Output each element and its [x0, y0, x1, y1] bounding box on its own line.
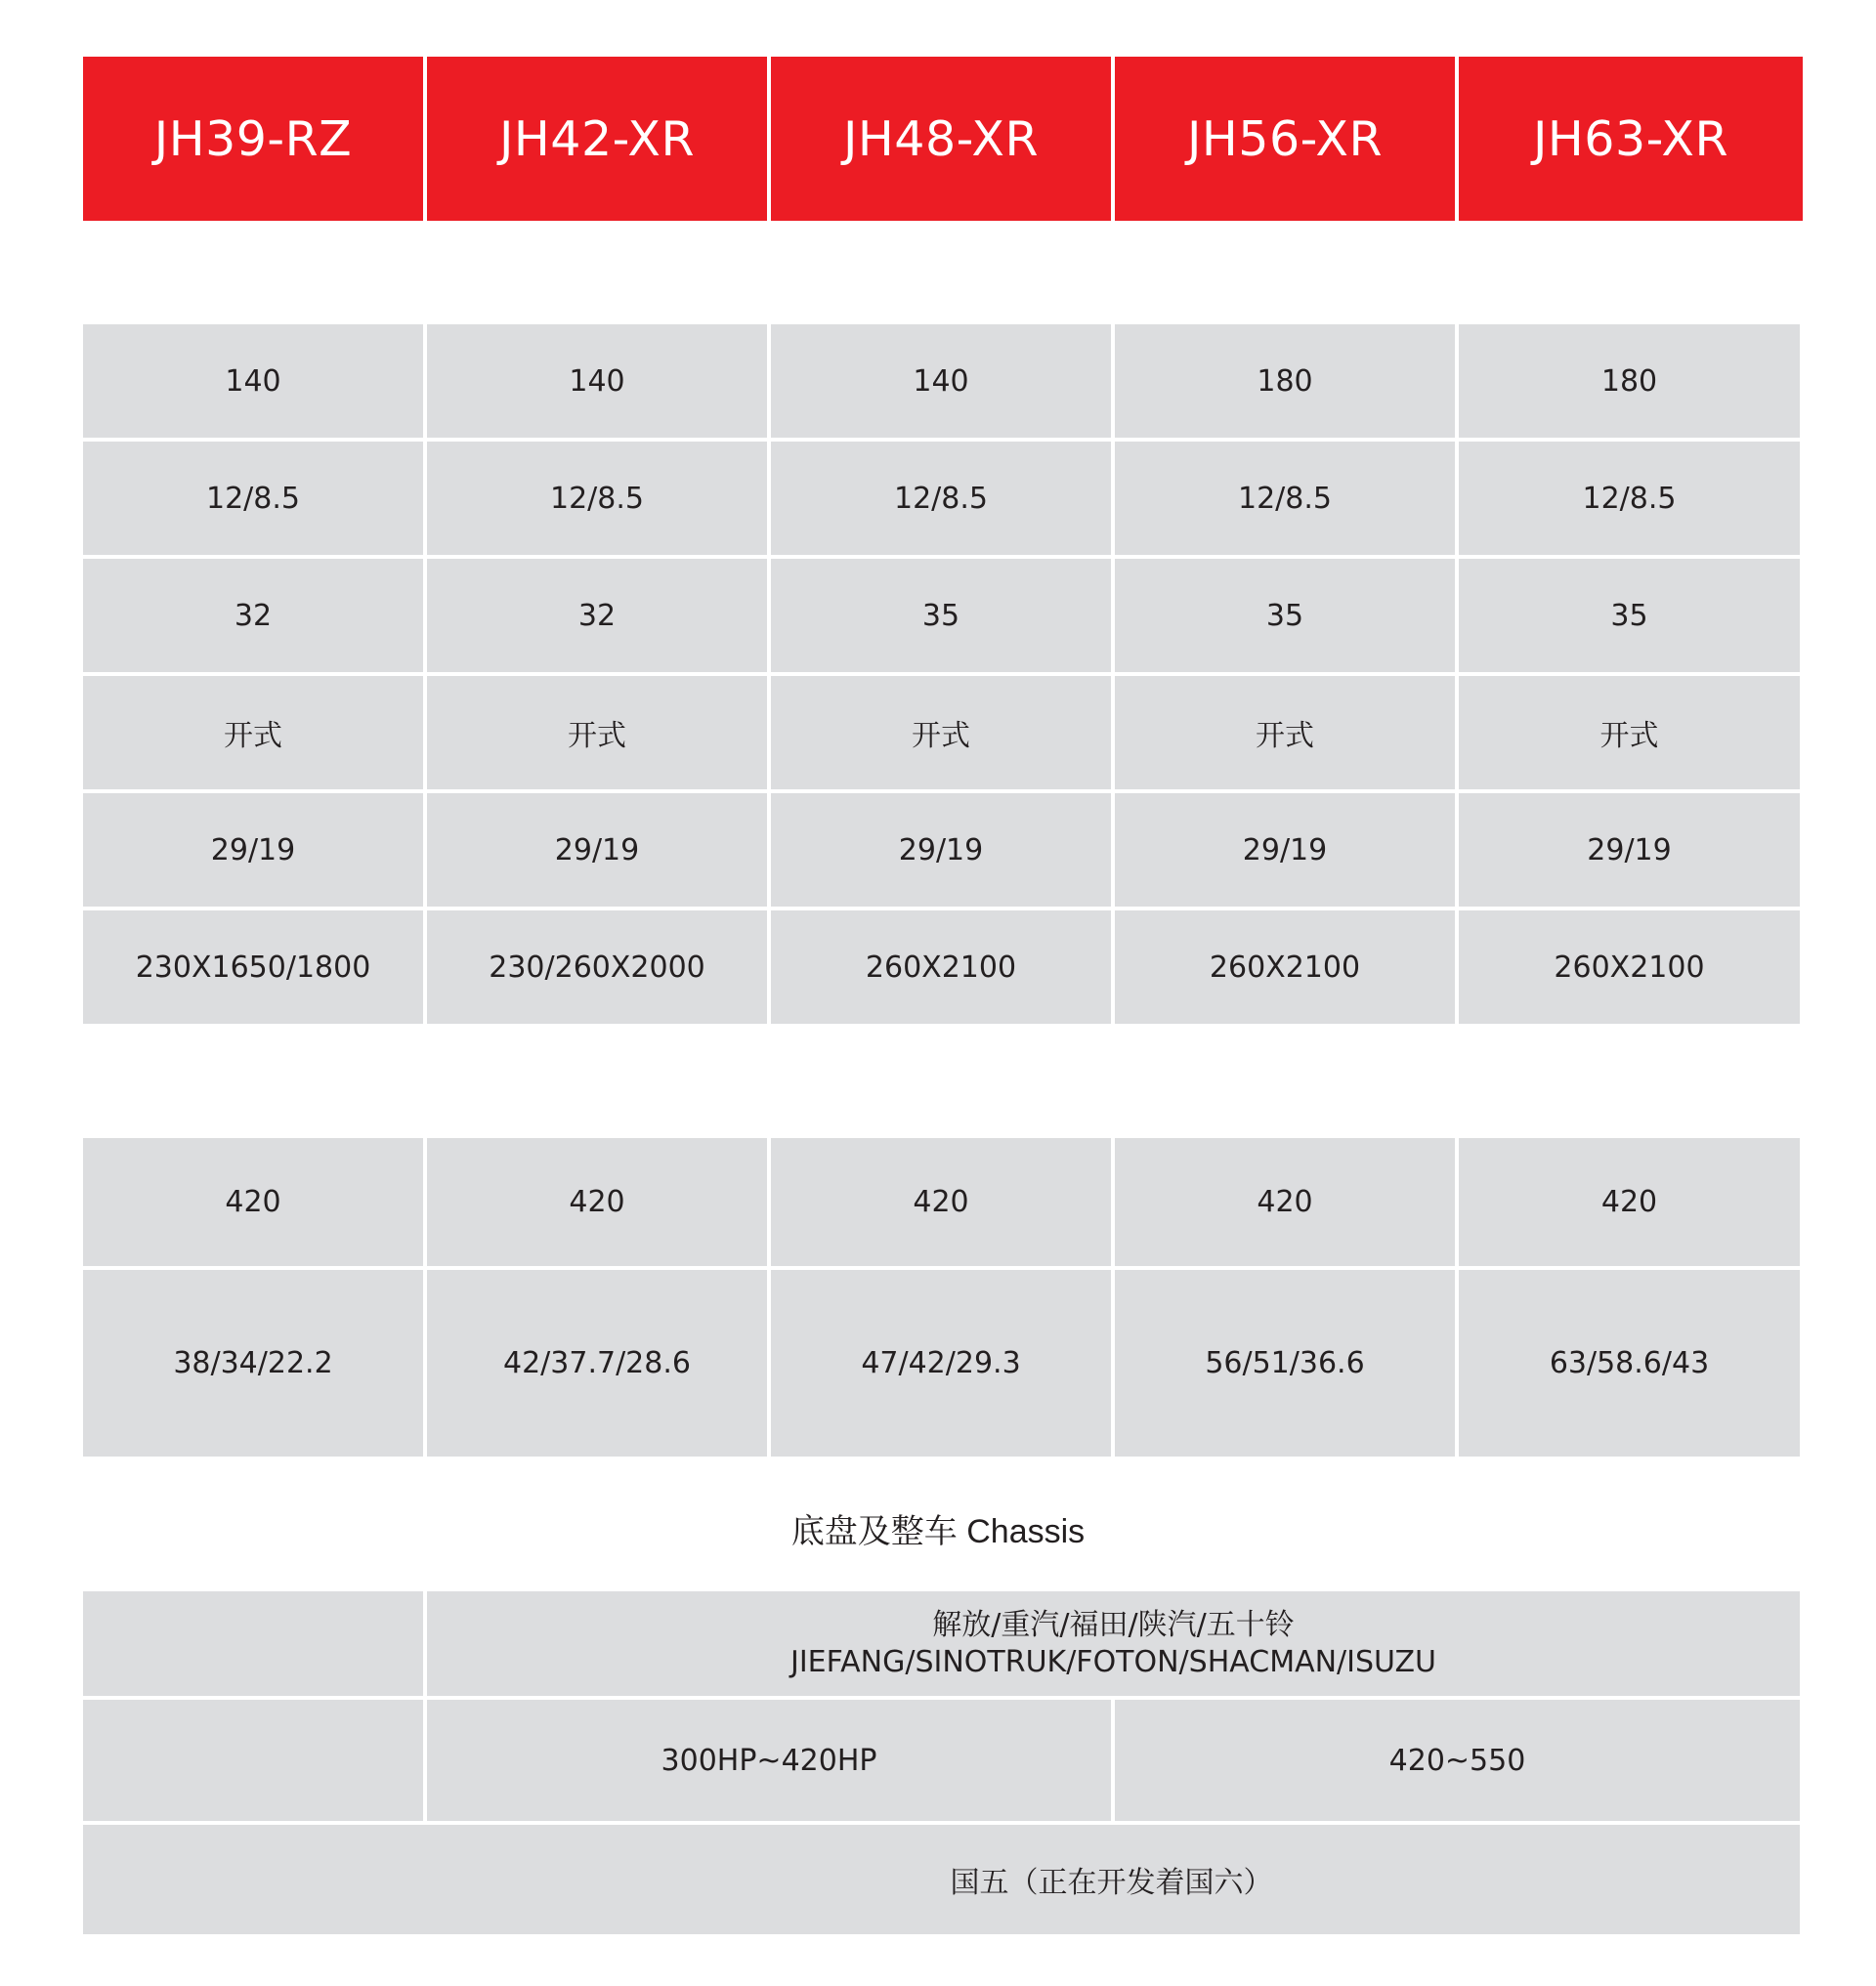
- spec-cell: 260X2100: [1459, 910, 1800, 1024]
- chassis-emission: 国五（正在开发着国六）: [83, 1825, 1800, 1934]
- chassis-brands-cn: 解放/重汽/福田/陕汽/五十铃: [932, 1607, 1295, 1642]
- spec-cell: 12/8.5: [1115, 442, 1455, 555]
- spec-cell: 开式: [771, 676, 1111, 789]
- spec-cell: 35: [771, 559, 1111, 672]
- model-header-row: [83, 57, 1803, 221]
- spec-cell: 开式: [83, 676, 423, 789]
- chassis-section-title: 底盘及整车 Chassis: [790, 1513, 1086, 1550]
- spec-cell: 开式: [1459, 676, 1800, 789]
- chassis-power-low: 300HP~420HP: [427, 1700, 1111, 1821]
- spec-cell: 35: [1115, 559, 1455, 672]
- chassis-brands-en: JIEFANG/SINOTRUK/FOTON/SHACMAN/ISUZU: [789, 1644, 1436, 1679]
- model-header-jh48: JH48-XR: [771, 57, 1111, 221]
- spec-cell: 29/19: [771, 793, 1111, 907]
- spec-cell: 12/8.5: [1459, 442, 1800, 555]
- spec-cell: 32: [83, 559, 423, 672]
- perf-cell: 420: [1115, 1138, 1455, 1266]
- spec-cell: 12/8.5: [771, 442, 1111, 555]
- spec-cell: 180: [1459, 324, 1800, 438]
- perf-cell: 420: [771, 1138, 1111, 1266]
- spec-cell: 29/19: [1459, 793, 1800, 907]
- spec-cell: 140: [771, 324, 1111, 438]
- chassis-power-high: 420~550: [1115, 1700, 1800, 1821]
- spec-cell: 开式: [1115, 676, 1455, 789]
- spec-cell: 29/19: [83, 793, 423, 907]
- spec-cell: 260X2100: [1115, 910, 1455, 1024]
- chassis-brands-cell: [427, 1591, 1800, 1696]
- chassis-label-cell: [83, 1591, 423, 1696]
- spec-cell: 12/8.5: [427, 442, 767, 555]
- perf-cell: 56/51/36.6: [1115, 1270, 1455, 1457]
- chassis-label-cell: [83, 1700, 423, 1821]
- spec-cell: 29/19: [1115, 793, 1455, 907]
- spec-cell: 260X2100: [771, 910, 1111, 1024]
- perf-cell: 63/58.6/43: [1459, 1270, 1800, 1457]
- perf-cell: 47/42/29.3: [771, 1270, 1111, 1457]
- spec-cell: 29/19: [427, 793, 767, 907]
- model-header-jh56: JH56-XR: [1115, 57, 1455, 221]
- chassis-table: [83, 1591, 1800, 1934]
- performance-table: [83, 1138, 1800, 1457]
- spec-cell: 32: [427, 559, 767, 672]
- perf-cell: 42/37.7/28.6: [427, 1270, 767, 1457]
- spec-cell: 35: [1459, 559, 1800, 672]
- perf-cell: 420: [427, 1138, 767, 1266]
- spec-cell: 230X1650/1800: [83, 910, 423, 1024]
- model-header-jh63: JH63-XR: [1459, 57, 1803, 221]
- spec-cell: 开式: [427, 676, 767, 789]
- perf-cell: 420: [1459, 1138, 1800, 1266]
- perf-cell: 420: [83, 1138, 423, 1266]
- spec-cell: 12/8.5: [83, 442, 423, 555]
- spec-cell: 180: [1115, 324, 1455, 438]
- model-header-jh42: JH42-XR: [427, 57, 767, 221]
- model-header-jh39: JH39-RZ: [83, 57, 423, 221]
- perf-cell: 38/34/22.2: [83, 1270, 423, 1457]
- spec-cell: 140: [83, 324, 423, 438]
- spec-cell: 140: [427, 324, 767, 438]
- spec-table: [83, 324, 1800, 1024]
- spec-cell: 230/260X2000: [427, 910, 767, 1024]
